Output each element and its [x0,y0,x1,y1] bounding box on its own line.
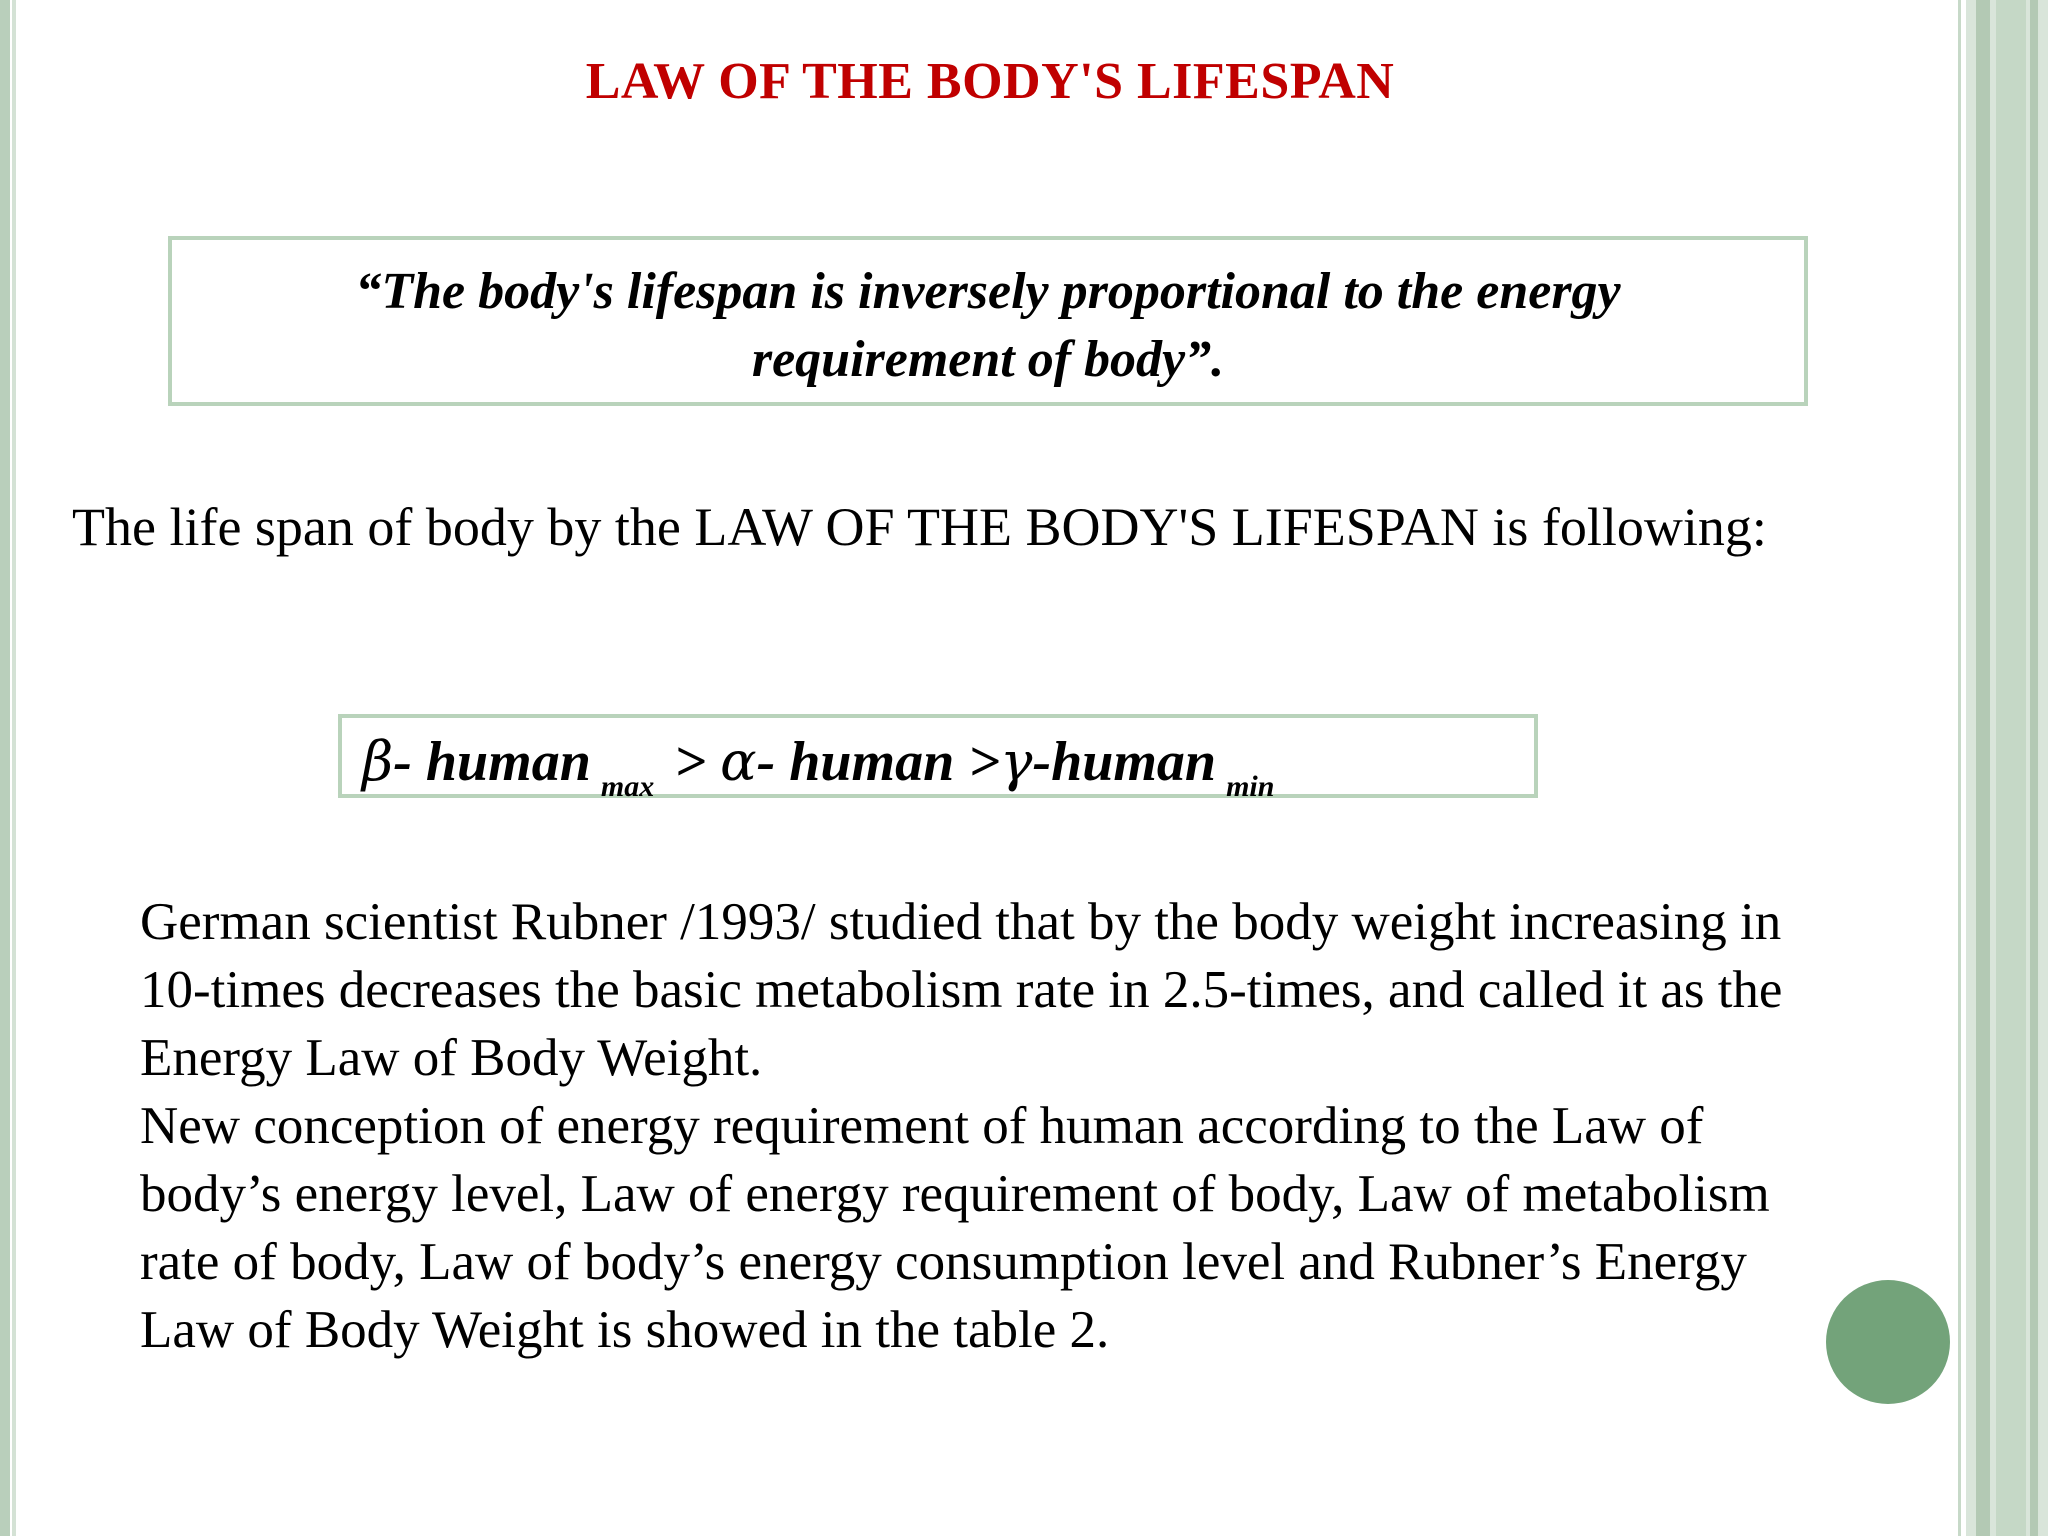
body-paragraph [140,888,1940,1364]
right-border-bar [2030,0,2038,1536]
right-border-bar [1996,0,2026,1536]
body-line: Energy Law of Body Weight. [140,1029,763,1087]
right-border-line [1958,0,1961,1536]
gamma-symbol: γ [1000,730,1033,793]
formula-part-2: - human > [756,731,1001,793]
body-line: body’s energy level, Law of energy requirement of body, Law of metabolism [140,1165,1770,1223]
formula-box [338,714,1538,803]
formula-part-1: - human [393,731,591,793]
subscript-min: min [1226,770,1275,803]
alpha-symbol: α [720,730,757,793]
left-border-bar [0,0,10,1536]
quote-line-1: “The body's lifespan is inversely proportional to the energy [355,263,1621,320]
beta-symbol: β [362,730,394,793]
slide-title: LAW OF THE BODY'S LIFESPAN [585,53,1395,110]
body-line: 10-times decreases the basic metabolism rate in 2.5-times, and called it as the [140,961,1783,1019]
body-line: New conception of energy requirement of human according to the Law of [140,1097,1704,1155]
right-border-bar [1976,0,1990,1536]
quote-box [168,236,1808,406]
quote-line-2: requirement of body”. [751,331,1225,388]
formula-part-3: -human [1032,731,1217,793]
subscript-max: max [600,770,655,803]
left-border-line [12,0,16,1536]
decorative-circle [1826,1280,1950,1404]
greater-than: > [660,731,721,793]
body-line: rate of body, Law of body’s energy consumption level and Rubner’s Energy [140,1233,1747,1291]
quote-text [172,258,1804,394]
body-line: German scientist Rubner /1993/ studied that by the body weight increasing in [140,893,1782,951]
formula [362,732,1280,801]
body-line: Law of Body Weight is showed in the table 2. [140,1301,1110,1359]
intro-text: The life span of body by the LAW OF THE BODY'S LIFESPAN is following: [72,497,1767,557]
